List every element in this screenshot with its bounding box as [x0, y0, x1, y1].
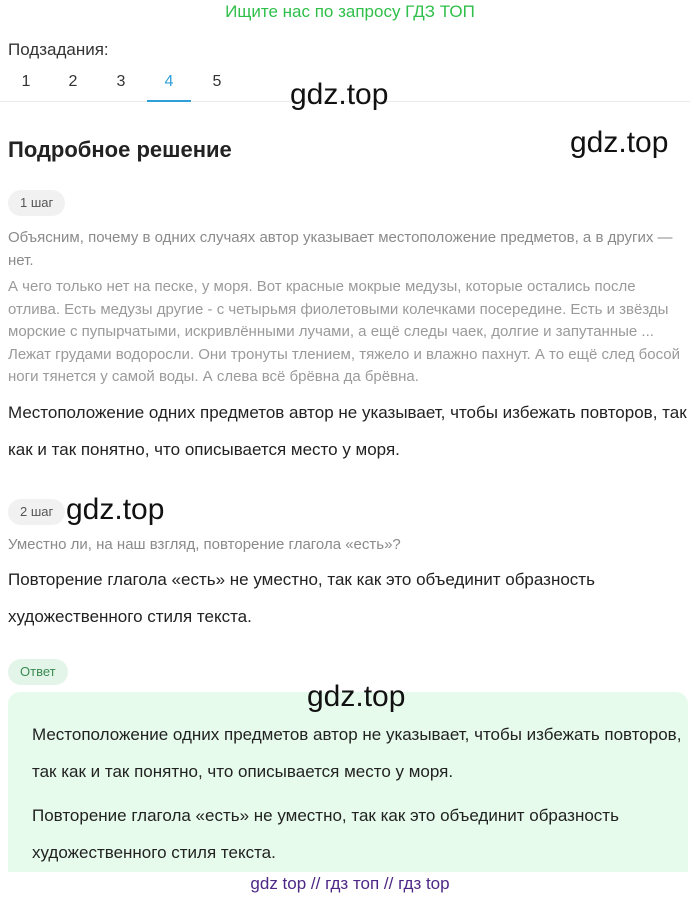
subtasks-label: Подзадания: — [8, 40, 109, 59]
answer-paragraph-1: Местоположение одних предметов автор не указывает, чтобы избежать повторов, так как и так понятно, что описывается место у моря. — [32, 725, 682, 781]
watermark: gdz.top — [307, 680, 406, 713]
section-title: Подробное решение — [8, 137, 232, 162]
tab-subtask-4[interactable]: 4 — [145, 73, 193, 91]
step-1-solution: Местоположение одних предметов автор не указывает, чтобы избежать повторов, так как и так понятно, что описывается место у моря. — [8, 403, 687, 459]
step-1-badge: 1 шаг — [8, 190, 65, 216]
answer-paragraph-2: Повторение глагола «есть» не уместно, так как это объединит образность художественного стиля текста. — [32, 806, 619, 862]
tab-subtask-2[interactable]: 2 — [68, 73, 78, 90]
step-1-quote: А чего только нет на песке, у моря. Вот красные мокрые медузы, которые остались после отлива. Есть медузы другие - с четырьмя фиолетовыми колечками посередине. Есть и звёзды морские с пупырчатыми, искривлёнными лучами, а ещё следы чаек, долгие и запутанные ... Лежат грудами водоросли. Они тронуты тлением, тяжело и влажно пахнут. А то ещё след босой ноги тянется у самой воды. А слева всё брёвна да брёвна. — [8, 278, 680, 385]
watermark: gdz.top — [66, 493, 165, 526]
step-1-question: Объясним, почему в одних случаях автор указывает местоположение предметов, а в других — нет. — [8, 229, 673, 269]
step-2-solution: Повторение глагола «есть» не уместно, так как это объединит образность художественного стиля текста. — [8, 570, 595, 626]
tab-subtask-3[interactable]: 3 — [116, 73, 126, 90]
step-2-question: Уместно ли, на наш взгляд, повторение глагола «есть»? — [8, 536, 401, 553]
answer-badge: Ответ — [8, 659, 68, 685]
footer-links: gdz top // гдз топ // гдз top — [250, 874, 450, 893]
watermark: gdz.top — [570, 126, 669, 159]
tab-subtask-1[interactable]: 1 — [21, 73, 31, 90]
search-hint-banner: Ищите нас по запросу ГДЗ ТОП — [225, 2, 475, 21]
watermark: gdz.top — [290, 78, 389, 111]
step-2-badge: 2 шаг — [8, 499, 65, 525]
tab-subtask-5[interactable]: 5 — [212, 73, 222, 90]
answer-box — [8, 692, 688, 872]
